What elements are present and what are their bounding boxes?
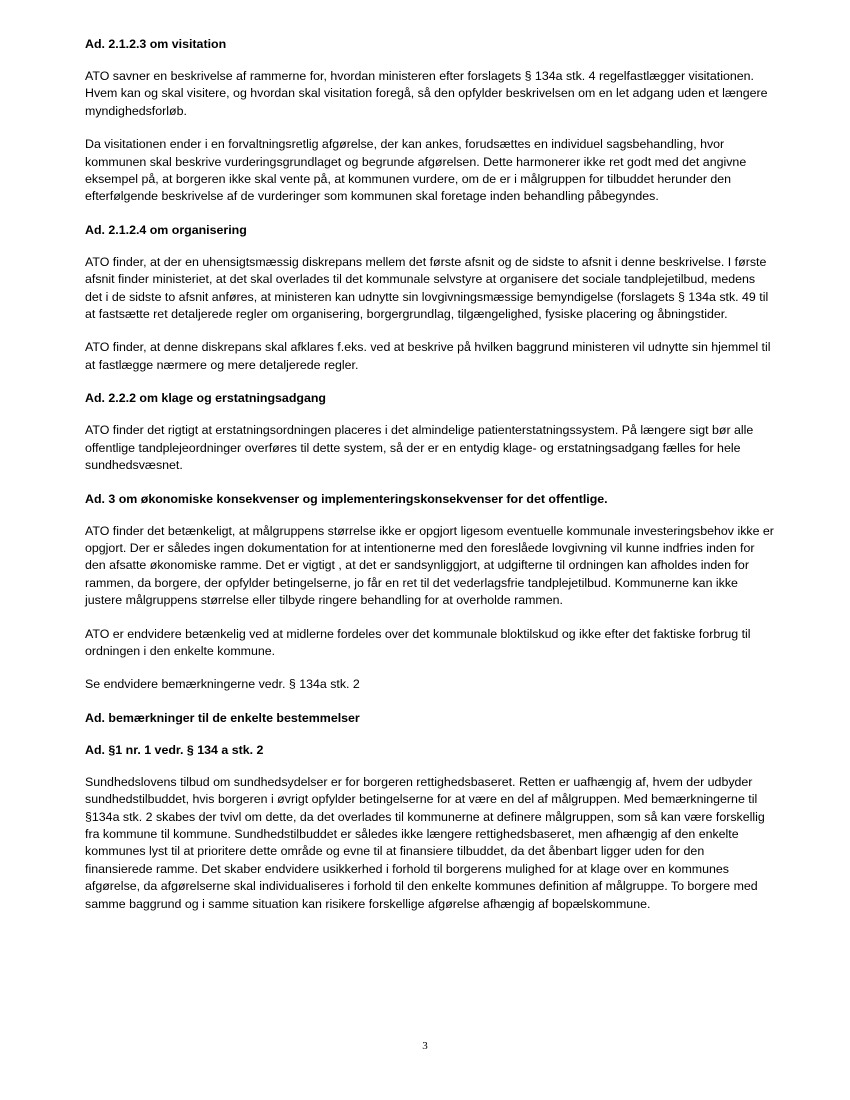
paragraph: Se endvidere bemærkningerne vedr. § 134a stk. 2 xyxy=(85,677,360,692)
paragraph: ATO finder det rigtigt at erstatningsordningen placeres i det almindelige patienterstatningssystem. På længere sigt bør alle offentlige tandplejeordninger overføres til dette system, så der er en entydig klage- og erstatningsadgang fælles for hele sundhedsvæsnet. xyxy=(85,423,754,473)
paragraph: ATO finder, at denne diskrepans skal afklares f.eks. ved at beskrive på hvilken baggrund ministeren vil udnytte sin hjemmel til at fastlægge nærmere og mere detaljerede regler. xyxy=(85,340,771,372)
section-heading: Ad. 3 om økonomiske konsekvenser og implementeringskonsekvenser for det offentlige. xyxy=(85,491,608,506)
paragraph: ATO finder det betænkeligt, at målgruppens størrelse ikke er opgjort ligesom eventuelle kommunale investeringsbehov ikke er opgjort. Der er således ingen dokumentation for at intentionerne med den foreslåede lovgivning vil kunne indfries inden for den afsatte økonomiske ramme. Det er vigtigt , at det er sandsynliggjort, at udgifterne til ordningen kan afholdes inden for rammen, da borgere, der opfylder betingelserne, jo får en ret til det vederlagsfrie tandplejetilbud. Kommunerne kan ikke justere målgruppens størrelse eller tilbyde ringere behandling for at overholde rammen. xyxy=(85,523,774,608)
paragraph: ATO finder, at der en uhensigtsmæssig diskrepans mellem det første afsnit og de sidste to afsnit i denne beskrivelse. I første afsnit finder ministeriet, at det skal overlades til det kommunale selvstyre at organisere det sociale tandplejetilbud, medens det i de sidste to afsnit anføres, at ministeren kan udnytte sin lovgivningsmæssige bemyndigelse (forslagets § 134a stk. 49 til at fastsætte ret detaljerede regler om organisering, borgergrundlag, tilgængelighed, fysiske placering og åbningstider. xyxy=(85,254,769,322)
section-heading: Ad. bemærkninger til de enkelte bestemmelser xyxy=(85,710,360,725)
document-body xyxy=(85,36,775,929)
section-heading: Ad. 2.1.2.4 om organisering xyxy=(85,222,247,237)
section-heading: Ad. 2.1.2.3 om visitation xyxy=(85,37,227,51)
section-heading: Ad. 2.2.2 om klage og erstatningsadgang xyxy=(85,391,326,406)
paragraph: ATO er endvidere betænkelig ved at midlerne fordeles over det kommunale bloktilskud og ikke efter det faktiske forbrug til ordningen i den enkelte kommune. xyxy=(85,626,751,658)
page-number: 3 xyxy=(422,1040,428,1052)
section-heading: Ad. §1 nr. 1 vedr. § 134 a stk. 2 xyxy=(85,742,264,757)
paragraph: Da visitationen ender i en forvaltningsretlig afgørelse, der kan ankes, forudsættes en individuel sagsbehandling, hvor kommunen skal beskrive vurderingsgrundlaget og begrunde afgørelsen. Dette harmonerer ikke ret godt med det angivne eksempel på, at borgeren ikke skal vente på, at kommunen vurdere, om de er i målgruppen for tilbuddet herunder den efterfølgende beskrivelse af de vurderinger som kommunen skal foretage inden behandling påbegyndes. xyxy=(85,137,747,204)
paragraph: Sundhedslovens tilbud om sundhedsydelser er for borgeren rettighedsbaseret. Retten er uafhængig af, hvem der udbyder sundhedstilbuddet, hvis borgeren i øvrigt opfylder betingelserne for at være en del af målgruppen. Med bemærkningerne til §134a stk. 2 skabes der tvivl om dette, da det overlades til kommunerne at definere målgruppen, som så kan være forskellig fra kommune til kommune. Sundhedstilbuddet er således ikke længere rettighedsbaseret, men afhængig af den enkelte kommunes lyst til at prioritere dette område og evne til at finansiere tilbuddet, da det åbenbart ligger uden for den finansierede ramme. Det skaber endvidere usikkerhed i forhold til borgerens mulighed for at klage over en kommunes afgørelse, da afgørelserne skal individualiseres i forhold til den enkelte kommunes definition af målgruppe. To borgere med samme baggrund og i samme situation kan risikere forskellige afgørelse afhængig af bopælskommune. xyxy=(85,774,765,911)
paragraph: ATO savner en beskrivelse af rammerne for, hvordan ministeren efter forslagets § 134a stk. 4 regelfastlægger visitationen. Hvem kan og skal visitere, og hvordan skal visitation foregå, så den opfylder beskrivelsen om en let adgang uden et længere myndighedsforløb. xyxy=(85,69,768,118)
